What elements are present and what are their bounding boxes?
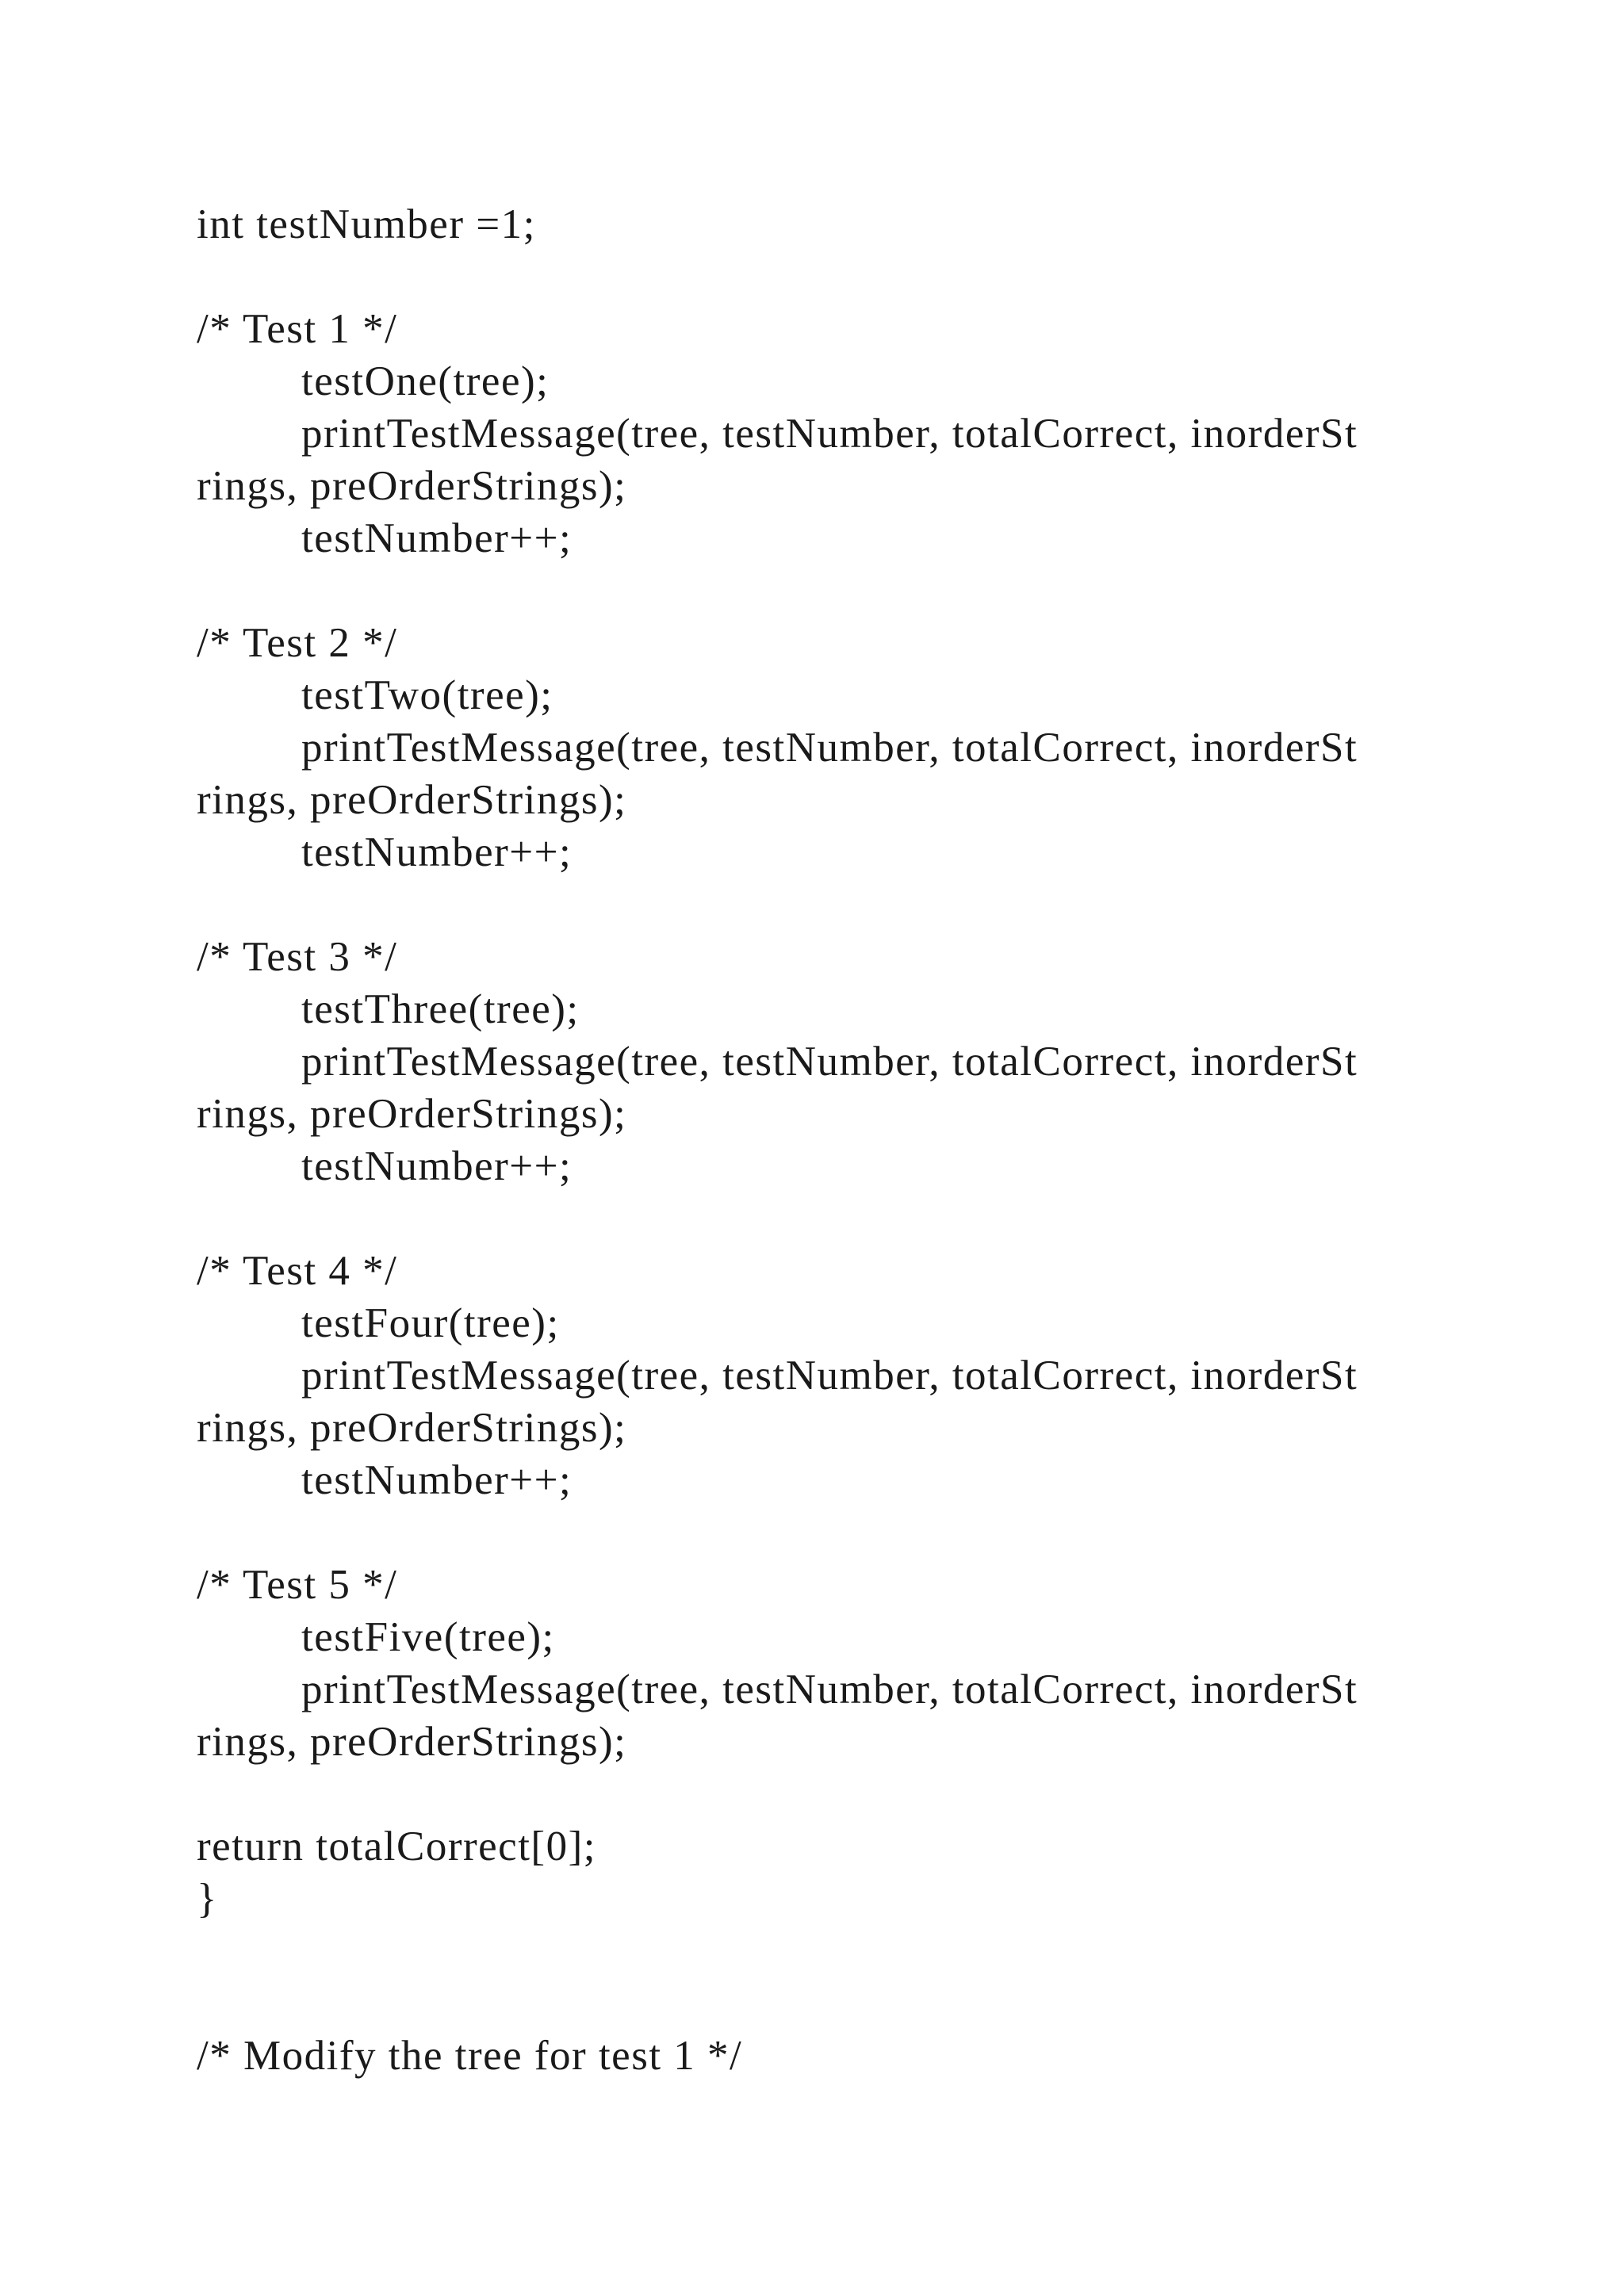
code-line-print-test-message-cont: rings, preOrderStrings);	[197, 1405, 627, 1451]
comment-test-2: /* Test 2 */	[197, 620, 398, 666]
code-line-test-three-call: testThree(tree);	[301, 986, 580, 1032]
code-line-increment: testNumber++;	[301, 1457, 573, 1503]
code-line-test-five-call: testFive(tree);	[301, 1614, 555, 1660]
code-line-print-test-message-cont: rings, preOrderStrings);	[197, 777, 627, 823]
code-line-test-four-call: testFour(tree);	[301, 1300, 560, 1346]
comment-test-5: /* Test 5 */	[197, 1562, 398, 1608]
code-line-test-two-call: testTwo(tree);	[301, 672, 553, 718]
code-line-print-test-message-cont: rings, preOrderStrings);	[197, 1719, 627, 1765]
code-line-increment: testNumber++;	[301, 515, 573, 561]
code-line-return: return totalCorrect[0];	[197, 1823, 596, 1869]
code-line-print-test-message: printTestMessage(tree, testNumber, totalCorrect, inorderSt	[301, 1353, 1358, 1399]
code-line-print-test-message: printTestMessage(tree, testNumber, totalCorrect, inorderSt	[301, 1667, 1358, 1712]
code-line-print-test-message: printTestMessage(tree, testNumber, totalCorrect, inorderSt	[301, 1039, 1358, 1085]
comment-test-3: /* Test 3 */	[197, 934, 398, 980]
code-line-test-one-call: testOne(tree);	[301, 358, 550, 404]
code-line-increment: testNumber++;	[301, 829, 573, 875]
comment-modify-tree: /* Modify the tree for test 1 */	[197, 2033, 743, 2079]
comment-test-1: /* Test 1 */	[197, 306, 398, 352]
code-line-print-test-message-cont: rings, preOrderStrings);	[197, 1091, 627, 1137]
comment-test-4: /* Test 4 */	[197, 1248, 398, 1294]
code-line-print-test-message-cont: rings, preOrderStrings);	[197, 463, 627, 509]
code-line-closing-brace: }	[197, 1876, 218, 1922]
code-line-print-test-message: printTestMessage(tree, testNumber, totalCorrect, inorderSt	[301, 411, 1358, 457]
code-line-print-test-message: printTestMessage(tree, testNumber, totalCorrect, inorderSt	[301, 725, 1358, 771]
code-line-test-number-init: int testNumber =1;	[197, 201, 536, 247]
code-line-increment: testNumber++;	[301, 1143, 573, 1189]
